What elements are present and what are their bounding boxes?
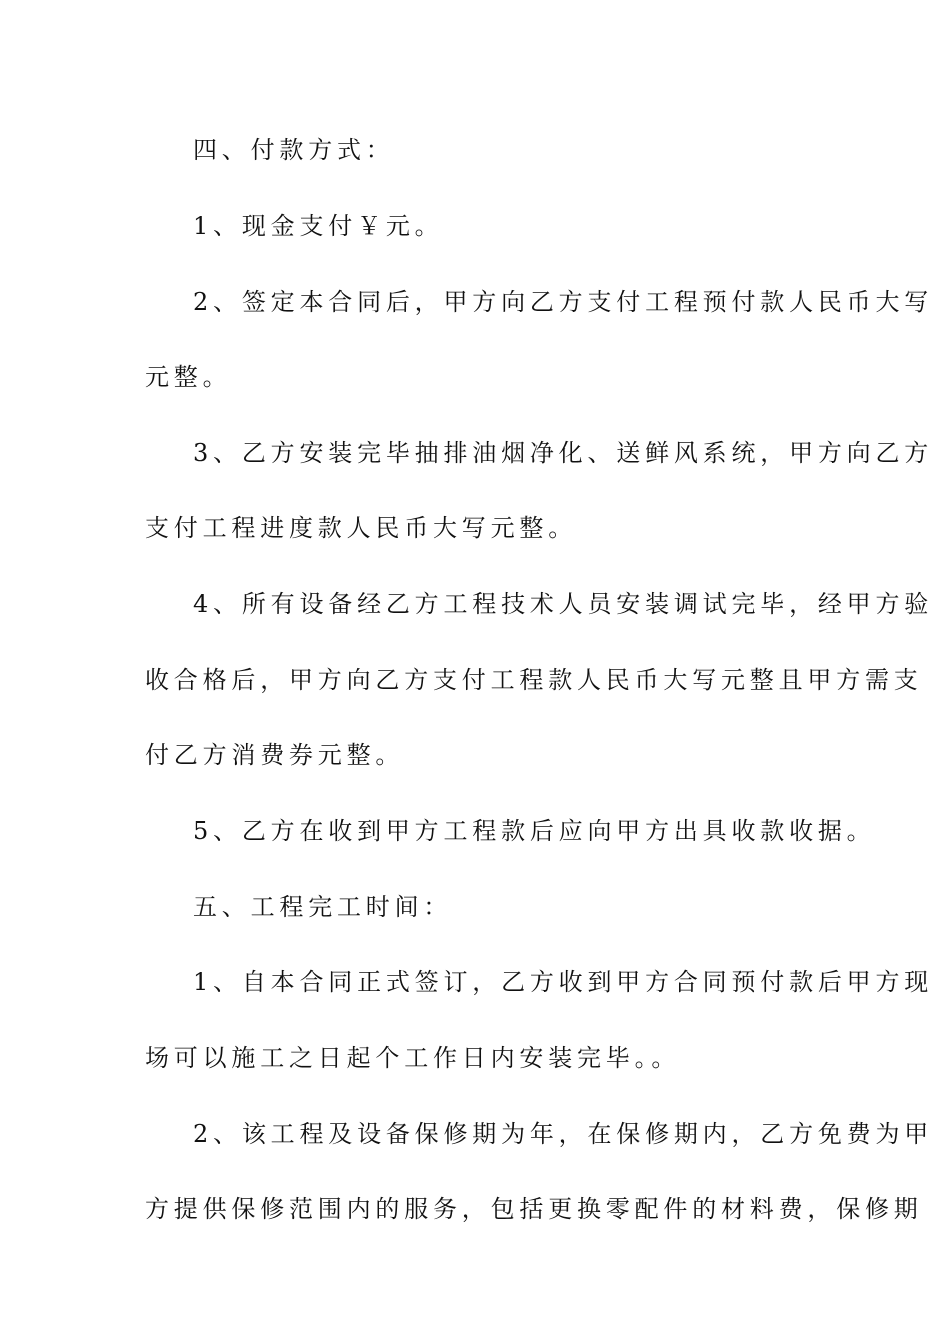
paragraph-line: 2、签定本合同后，甲方向乙方支付工程预付款人民币大写 [193, 288, 934, 316]
section-heading-completion: 五、工程完工时间： [193, 893, 453, 921]
paragraph-line: 付乙方消费券元整。 [145, 741, 405, 769]
paragraph-line: 3、乙方安装完毕抽排油烟净化、送鲜风系统，甲方向乙方 [193, 439, 934, 467]
paragraph-line: 收合格后，甲方向乙方支付工程款人民币大写元整且甲方需支 [145, 666, 923, 694]
section-heading-payment: 四、付款方式： [193, 136, 395, 164]
paragraph-line: 元整。 [145, 363, 232, 391]
paragraph-line: 2、该工程及设备保修期为年，在保修期内，乙方免费为甲 [193, 1120, 934, 1148]
paragraph-line: 1、现金支付￥元。 [193, 212, 444, 240]
paragraph-line: 5、乙方在收到甲方工程款后应向甲方出具收款收据。 [193, 817, 876, 845]
paragraph-line: 4、所有设备经乙方工程技术人员安装调试完毕，经甲方验 [193, 590, 934, 618]
paragraph-line: 1、自本合同正式签订，乙方收到甲方合同预付款后甲方现 [193, 968, 934, 996]
paragraph-line: 场可以施工之日起个工作日内安装完毕。。 [145, 1044, 681, 1072]
paragraph-line: 支付工程进度款人民币大写元整。 [145, 514, 577, 542]
paragraph-line: 方提供保修范围内的服务，包括更换零配件的材料费，保修期 [145, 1195, 923, 1223]
